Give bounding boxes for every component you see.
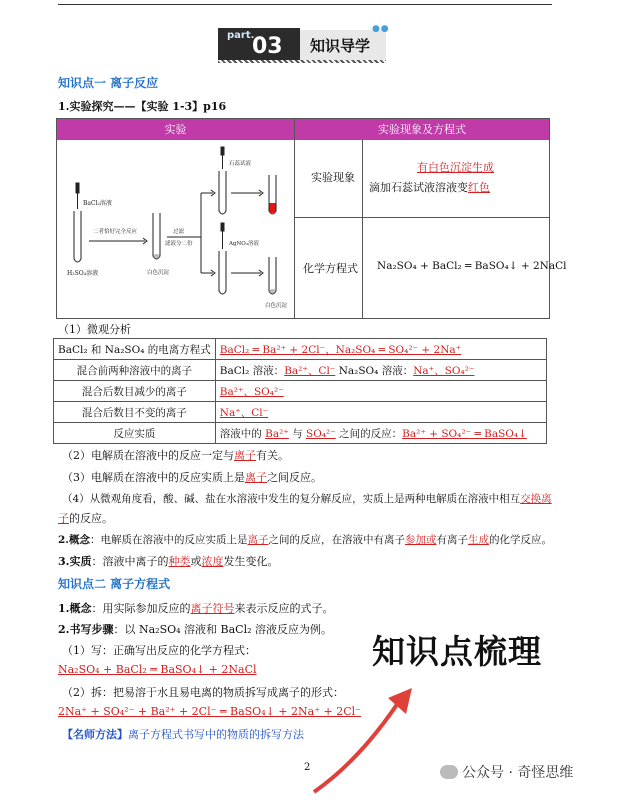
banner-title: 知识导学 [310,37,371,55]
micro-answer: Ba²⁺ + SO₄²⁻ ═ BaSO₄↓ [402,427,527,440]
label-bacl2: BaCl₂溶液 [83,200,112,207]
table-row: 混合前两种溶液中的离子 BaCl₂ 溶液：Ba²⁺、Cl⁻ Na₂SO₄ 溶液：Na⁺、SO₄²⁻ [54,360,547,381]
section-banner [218,28,386,62]
concept-line: 2.概念：电解质在溶液中的反应实质上是离子之间的反应，在溶液中有离子参加或有离子生成的化学反应。 [58,534,552,546]
answer-red: 红色 [468,181,490,194]
table-row [54,339,547,360]
table-row [54,381,547,402]
micro-label: 混合前两种溶液中的离子 [54,360,216,381]
micro-answer: Na⁺、SO₄²⁻ [413,364,475,377]
method-line: 【名师方法】离子方程式书写中的物质的拆写方法 [62,728,304,741]
exp-heading: 1.实验探究——【实验 1-3】p16 [58,100,227,113]
row-label-phenomena: 实验现象 [311,171,355,184]
para-4-cont: 子的反应。 [58,512,113,525]
step-2-equation: 2Na⁺ + SO₄²⁻ + Ba²⁺ + 2Cl⁻ ═ BaSO₄↓ + 2Na⁺ + 2Cl⁻ [58,705,361,718]
label-litmus: 石蕊试液 [229,161,252,167]
step-1: （1）写：正确写出反应的化学方程式： [62,644,256,657]
label-h2so4: H₂SO₄溶液 [67,270,99,277]
wechat-icon [440,765,458,779]
micro-answer: Ba²⁺ [265,427,289,440]
row-label-equation: 化学方程式 [303,262,358,275]
micro-label: 混合后数目不变的离子 [54,402,216,423]
arrow-icon [300,680,430,800]
answer-white-precipitate: 有白色沉淀生成 [417,161,494,174]
micro-label: 反应实质 [54,423,216,444]
para-4: （4）从微观角度看，酸、碱、盐在水溶液中发生的复分解反应，实质上是两种电解质在溶液中相互交换离 [62,493,552,505]
essence-line: 3.实质：溶液中离子的种类或浓度发生变化。 [58,555,279,568]
micro-title: （1）微观分析 [58,323,131,336]
banner-number: 03 [252,34,283,59]
label-white1: 白色沉淀 [147,270,170,276]
chemical-equation: Na₂SO₄ + BaCl₂ ═ BaSO₄↓ + 2NaCl [377,260,567,272]
col-header-phenomena: 实验现象及方程式 [295,119,549,140]
label-mix: 二者恰好完全反应 [93,229,138,235]
page-number: 2 [304,762,311,773]
label-filter: 过滤 [173,229,185,235]
k2-steps: 2.书写步骤：以 Na₂SO₄ 溶液和 BaCl₂ 溶液反应为例。 [58,623,333,636]
experiment-table [56,118,567,319]
micro-answer: BaCl₂ ═ Ba²⁺ + 2Cl⁻、Na₂SO₄ ═ SO₄²⁻ + 2Na⁺ [219,343,462,356]
step-1-equation: Na₂SO₄ + BaCl₂ ═ BaSO₄↓ + 2NaCl [58,663,257,676]
label-split: 滤液分二份 [165,241,193,247]
watermark: 公众号 · 奇怪思维 [440,762,573,782]
micro-answer: SO₄²⁻ [306,427,336,440]
experiment-diagram [61,141,293,317]
col-header-experiment: 实验 [57,119,294,140]
micro-label: 混合后数目减少的离子 [54,381,216,402]
para-3: （3）电解质在溶液中的反应实质上是离子之间反应。 [62,471,322,484]
kp1-heading: 知识点一 离子反应 [58,76,159,90]
top-rule [58,4,552,5]
step-2: （2）拆：把易溶于水且易电离的物质拆写成离子的形式： [62,686,344,699]
micro-answer: Ba²⁺、SO₄²⁻ [219,385,284,398]
micro-answer: Ba²⁺、Cl⁻ [284,364,336,377]
overlay-title: 知识点梳理 [368,624,546,675]
label-white2: 白色沉淀 [265,303,288,309]
drops-icon: ● ● [372,24,388,34]
table-row [54,402,547,423]
label-agno3: AgNO₃溶液 [229,241,260,247]
phenomena-line2: 滴加石蕊试液溶液变红色 [369,181,490,194]
k2-concept: 1.概念：用实际参加反应的离子符号来表示反应的式子。 [58,602,334,615]
para-2: （2）电解质在溶液中的反应一定与离子有关。 [62,449,289,462]
banner-part: part. [227,30,255,41]
micro-label: BaCl₂ 和 Na₂SO₄ 的电离方程式 [54,339,216,360]
kp2-heading: 知识点二 离子方程式 [58,577,171,591]
micro-table [53,338,547,444]
table-row: 反应实质 溶液中的 Ba²⁺ 与 SO₄²⁻ 之间的反应：Ba²⁺ + SO₄²⁻ ═ BaSO₄↓ [54,423,547,444]
micro-answer: Na⁺、Cl⁻ [219,406,269,419]
